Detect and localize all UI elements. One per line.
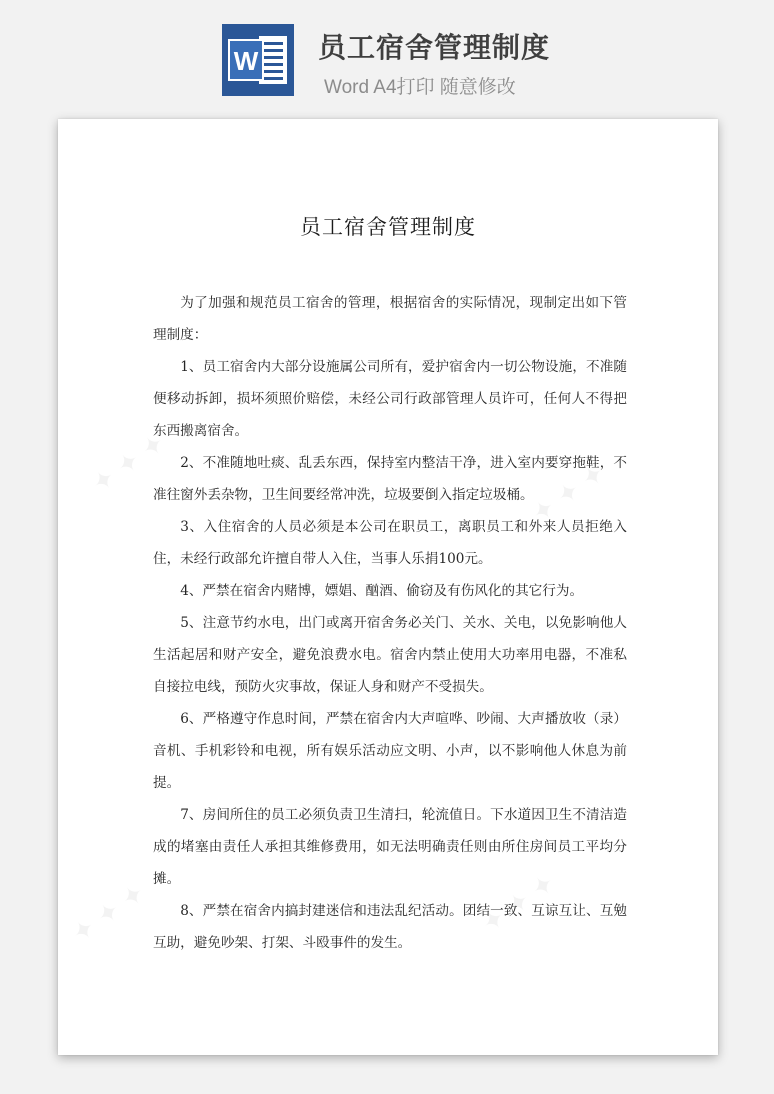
document-title: 员工宿舍管理制度 <box>300 215 476 239</box>
word-icon-letter: W <box>233 46 259 76</box>
paragraph-rule-1: 1、员工宿舍内大部分设施属公司所有，爱护宿舍内一切公物设施，不准随便移动拆卸，损坏须照价赔偿，未经公司行政部管理人员许可，任何人不得把东西搬离宿舍。 <box>153 359 627 439</box>
banner-subtitle: Word A4打印 随意修改 <box>324 77 516 98</box>
watermark: ✦ ✦ ✦ <box>526 458 612 530</box>
word-icon <box>222 24 294 96</box>
watermark: ✦ ✦ ✦ <box>66 878 152 950</box>
document-body <box>153 287 627 959</box>
banner-title: 员工宿舍管理制度 <box>318 31 551 64</box>
paragraph-rule-7: 7、房间所住的员工必须负责卫生清扫，轮流值日。下水道因卫生不清洁造成的堵塞由责任人承担其维修费用，如无法明确责任则由所住房间员工平均分摊。 <box>153 807 627 887</box>
paragraph-rule-8: 8、严禁在宿舍内搞封建迷信和违法乱纪活动。团结一致、互谅互让、互勉互助，避免吵架、打架、斗殴事件的发生。 <box>153 903 627 951</box>
paragraph-intro: 为了加强和规范员工宿舍的管理，根据宿舍的实际情况，现制定出如下管理制度： <box>153 295 627 343</box>
document-page <box>58 119 718 1055</box>
paragraph-rule-4: 4、严禁在宿舍内赌博，嫖娼、酗酒、偷窃及有伤风化的其它行为。 <box>180 583 584 599</box>
paragraph-rule-3: 3、入住宿舍的人员必须是本公司在职员工，离职员工和外来人员拒绝入住，未经行政部允许擅自带人入住，当事人乐捐100元。 <box>153 519 627 567</box>
watermark: ✦ ✦ ✦ <box>86 428 172 500</box>
banner <box>0 0 774 118</box>
watermark: ✦ ✦ ✦ <box>476 868 562 940</box>
paragraph-rule-5: 5、注意节约水电，出门或离开宿舍务必关门、关水、关电，以免影响他人生活起居和财产安全，避免浪费水电。宿舍内禁止使用大功率用电器，不准私自接拉电线，预防火灾事故，保证人身和财产不受损失。 <box>153 615 627 695</box>
paragraph-rule-2: 2、不准随地吐痰、乱丢东西，保持室内整洁干净，进入室内要穿拖鞋，不准往窗外丢杂物，卫生间要经常冲洗，垃圾要倒入指定垃圾桶。 <box>153 455 627 503</box>
paragraph-rule-6: 6、严格遵守作息时间，严禁在宿舍内大声喧哗、吵闹、大声播放收（录）音机、手机彩铃和电视，所有娱乐活动应文明、小声，以不影响他人休息为前提。 <box>153 711 627 791</box>
